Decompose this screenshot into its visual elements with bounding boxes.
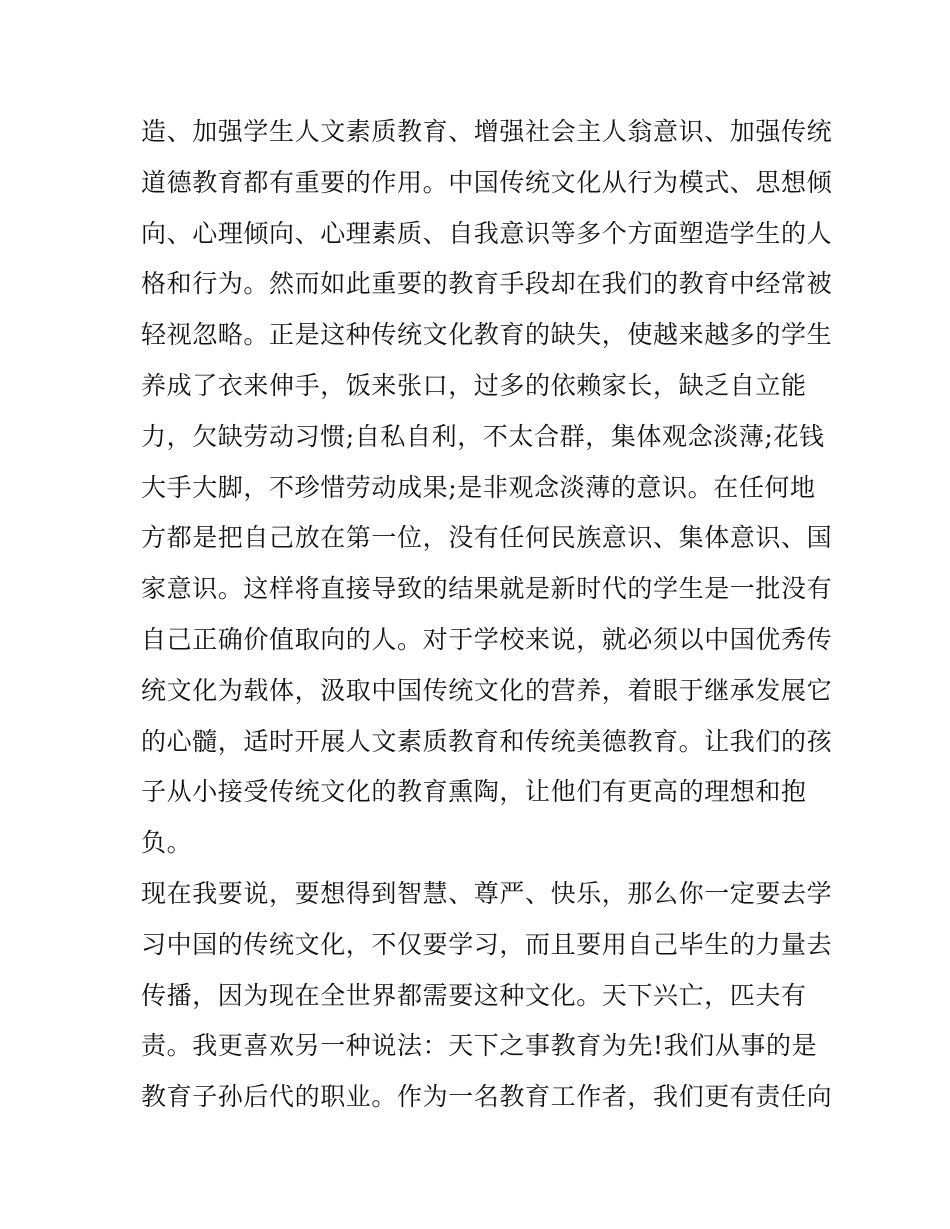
text-line: 习中国的传统文化，不仅要学习，而且要用自己毕生的力量去	[141, 929, 833, 959]
text-line: 方都是把自己放在第一位，没有任何民族意识、集体意识、国	[141, 523, 833, 553]
text-line: 向、心理倾向、心理素质、自我意识等多个方面塑造学生的人	[141, 218, 833, 248]
text-line: 养成了衣来伸手，饭来张口，过多的依赖家长，缺乏自立能	[141, 370, 807, 400]
text-line: 格和行为。然而如此重要的教育手段却在我们的教育中经常被	[141, 269, 833, 299]
text-line: 造、加强学生人文素质教育、增强社会主人翁意识、加强传统	[141, 117, 833, 146]
text-line: 家意识。这样将直接导致的结果就是新时代的学生是一批没有	[141, 574, 833, 604]
text-line: 传播，因为现在全世界都需要这种文化。天下兴亡，匹夫有	[141, 980, 807, 1010]
body-text	[141, 107, 831, 1123]
text-line: 轻视忽略。正是这种传统文化教育的缺失，使越来越多的学生	[141, 320, 833, 350]
text-line: 责。我更喜欢另一种说法：天下之事教育为先!我们从事的是	[141, 1031, 818, 1061]
text-line: 力，欠缺劳动习惯;自私自利，不太合群，集体观念淡薄;花钱	[141, 421, 825, 451]
text-line: 的心髓，适时开展人文素质教育和传统美德教育。让我们的孩	[141, 726, 833, 756]
text-line: 教育子孙后代的职业。作为一名教育工作者，我们更有责任向	[141, 1082, 833, 1112]
text-line: 统文化为载体，汲取中国传统文化的营养，着眼于继承发展它	[141, 675, 833, 705]
text-line: 大手大脚，不珍惜劳动成果;是非观念淡薄的意识。在任何地	[141, 472, 816, 502]
text-line: 现在我要说，要想得到智慧、尊严、快乐，那么你一定要去学	[141, 878, 833, 908]
text-line: 子从小接受传统文化的教育熏陶，让他们有更高的理想和抱	[141, 777, 807, 807]
text-line: 自己正确价值取向的人。对于学校来说，就必须以中国优秀传	[141, 624, 833, 654]
text-line: 道德教育都有重要的作用。中国传统文化从行为模式、思想倾	[141, 167, 833, 197]
text-line: 负。	[141, 828, 193, 858]
